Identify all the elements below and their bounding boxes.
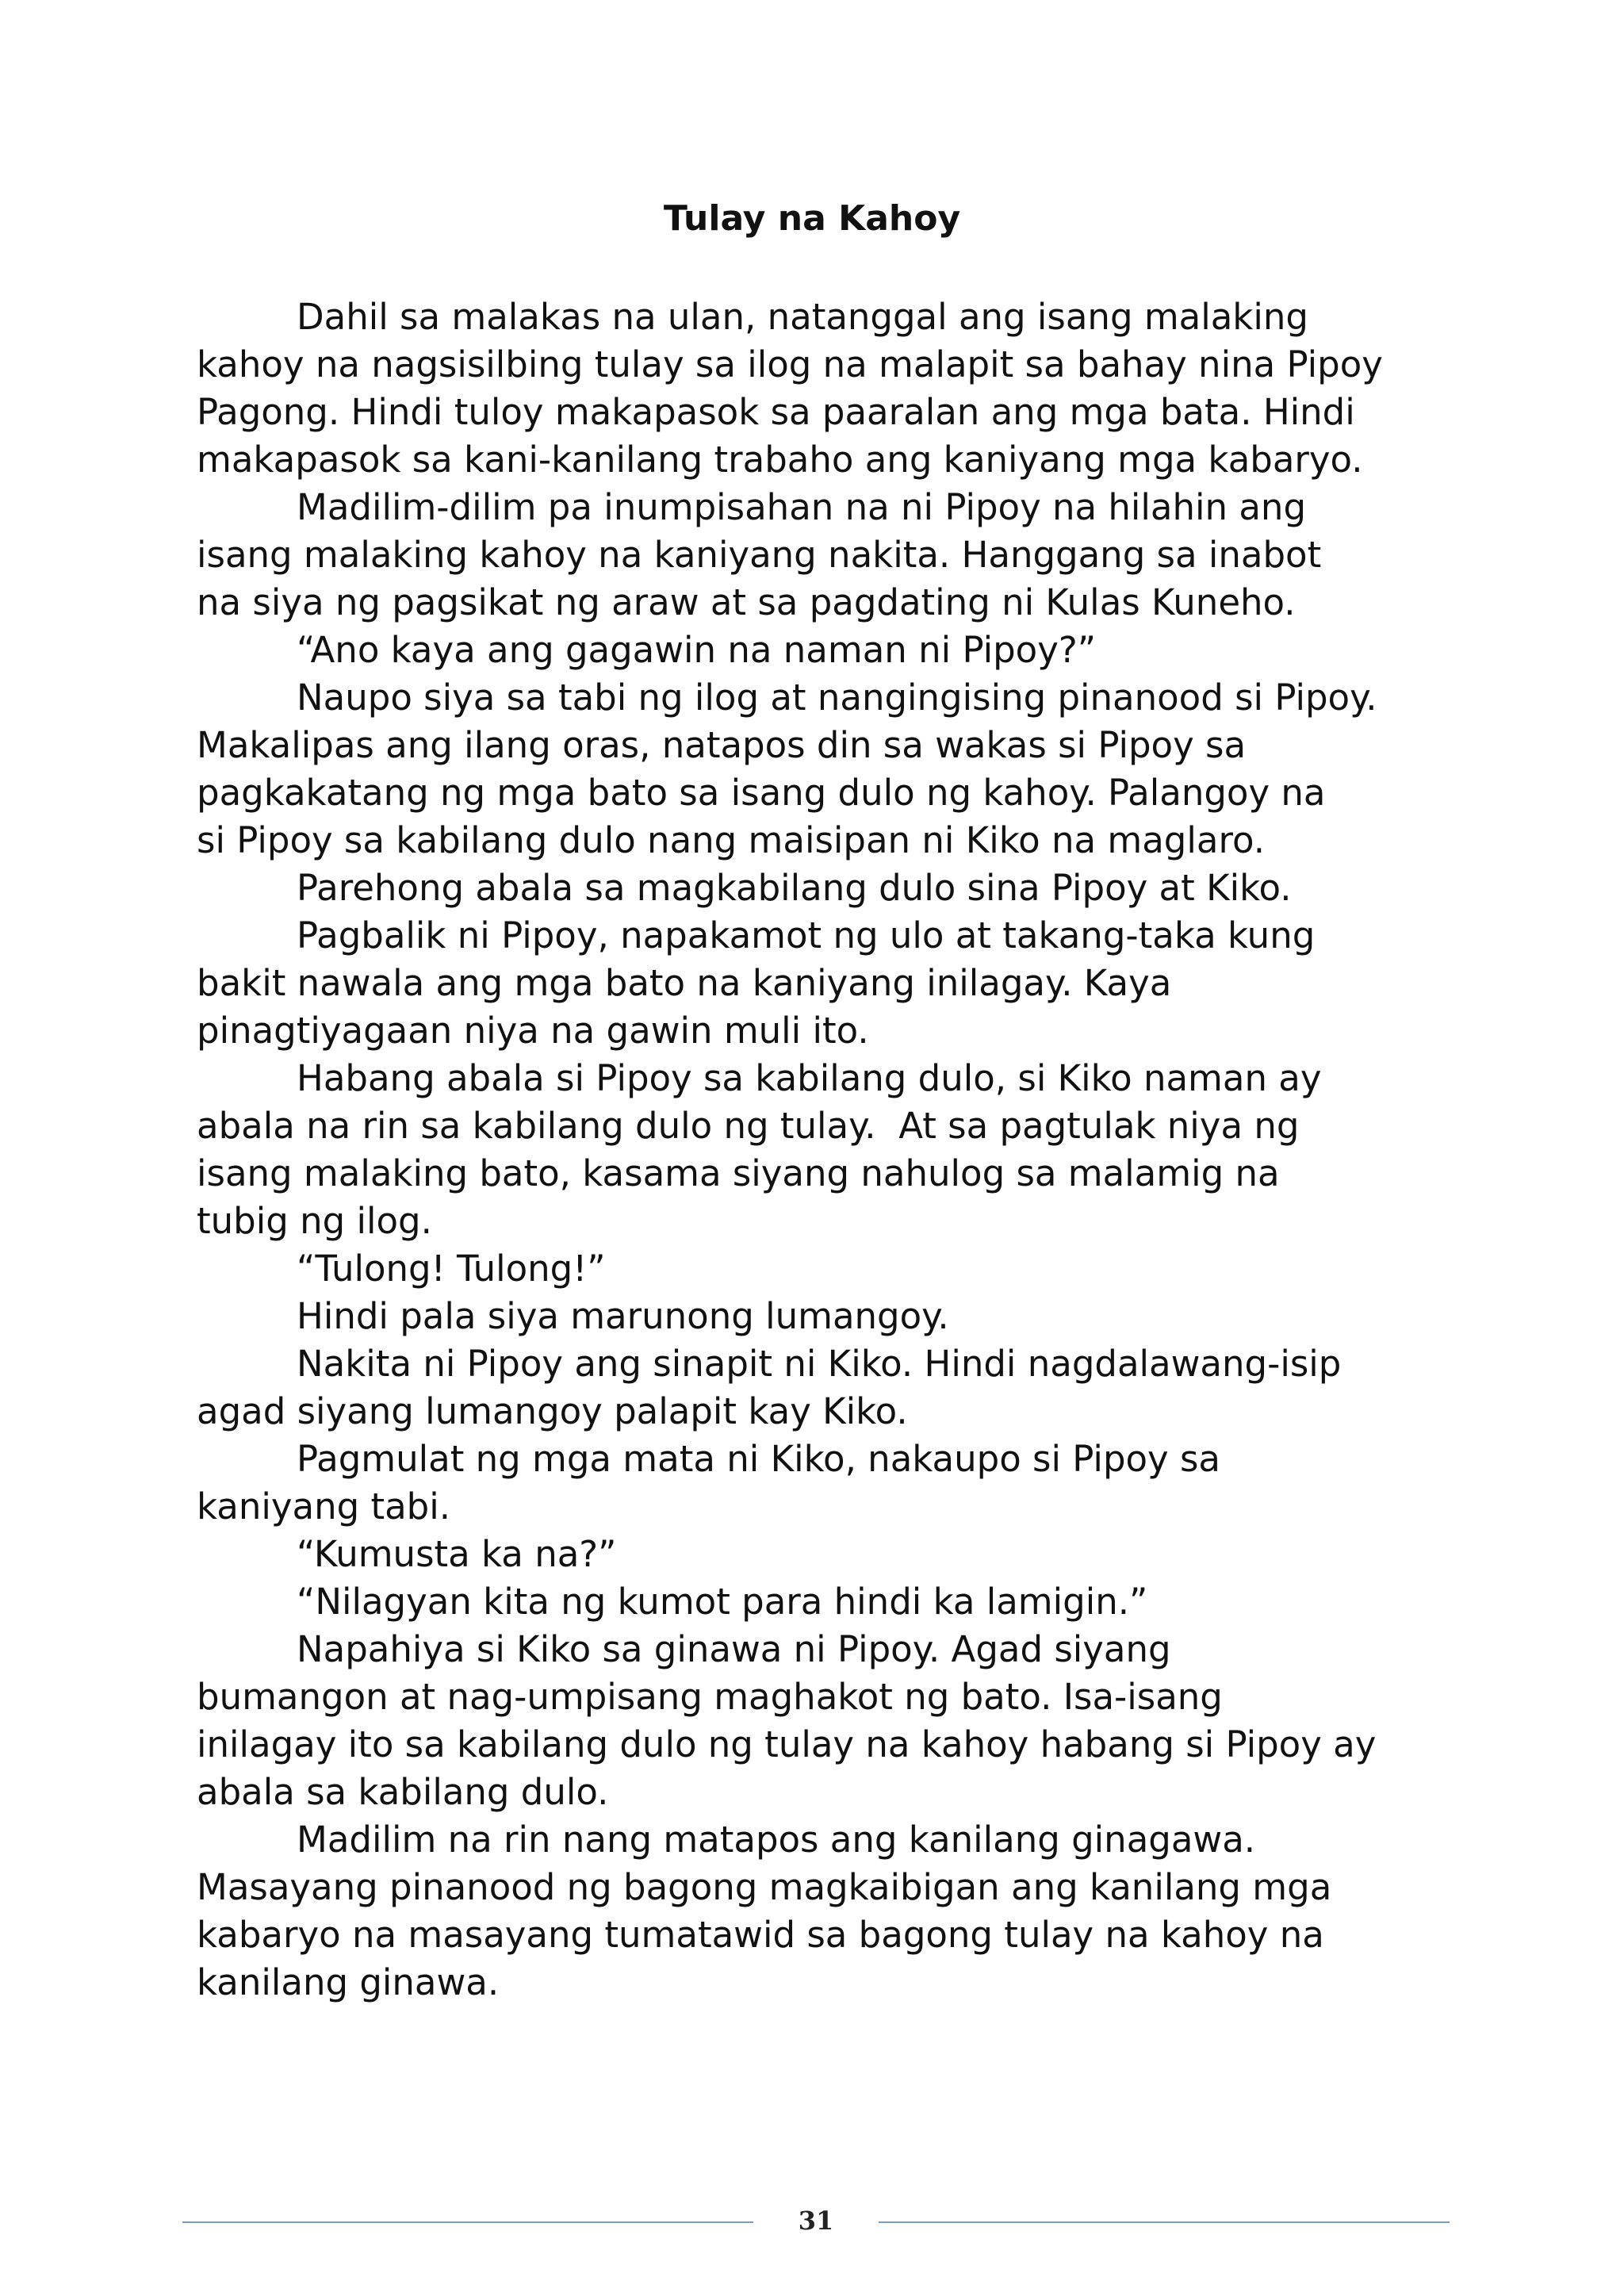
text-line: pinagtiyagaan niya na gawin muli ito.: [197, 1010, 869, 1052]
text-line: agad siyang lumangoy palapit kay Kiko.: [197, 1390, 908, 1432]
text-line: Makalipas ang ilang oras, natapos din sa wakas si Pipoy sa: [197, 724, 1247, 766]
text-line: tubig ng ilog.: [197, 1200, 432, 1242]
text-line: Pagbalik ni Pipoy, napakamot ng ulo at takang-taka kung: [297, 914, 1316, 956]
text-line: “Kumusta ka na?”: [297, 1533, 617, 1575]
text-line: Masayang pinanood ng bagong magkaibigan ang kanilang mga: [197, 1866, 1332, 1908]
text-line: Napahiya si Kiko sa ginawa ni Pipoy. Agad siyang: [297, 1628, 1171, 1670]
text-line: abala na rin sa kabilang dulo ng tulay. At sa pagtulak niya ng: [197, 1105, 1300, 1147]
text-line: bumangon at nag-umpisang maghakot ng bato. Isa-isang: [197, 1676, 1223, 1718]
text-line: Pagong. Hindi tuloy makapasok sa paaralan ang mga bata. Hindi: [197, 391, 1355, 433]
text-line: “Tulong! Tulong!”: [297, 1248, 606, 1290]
text-line: “Nilagyan kita ng kumot para hindi ka lamigin.”: [297, 1581, 1148, 1623]
text-line: isang malaking kahoy na kaniyang nakita. Hanggang sa inabot: [197, 534, 1322, 576]
text-line: kaniyang tabi.: [197, 1485, 451, 1527]
text-line: Madilim na rin nang matapos ang kanilang ginagawa.: [297, 1819, 1256, 1861]
text-line: Naupo siya sa tabi ng ilog at nangingising pinanood si Pipoy.: [297, 677, 1377, 719]
text-line: Madilim-dilim pa inumpisahan na ni Pipoy na hilahin ang: [297, 486, 1307, 528]
text-line: makapasok sa kani-kanilang trabaho ang kaniyang mga kabaryo.: [197, 439, 1363, 481]
text-line: Hindi pala siya marunong lumangoy.: [297, 1295, 949, 1337]
text-line: kanilang ginawa.: [197, 1961, 500, 2003]
page-title: Tulay na Kahoy: [663, 198, 961, 239]
text-line: Parehong abala sa magkabilang dulo sina Pipoy at Kiko.: [297, 867, 1292, 909]
text-line: bakit nawala ang mga bato na kaniyang inilagay. Kaya: [197, 962, 1172, 1004]
text-line: Habang abala si Pipoy sa kabilang dulo, si Kiko naman ay: [297, 1057, 1322, 1099]
text-line: na siya ng pagsikat ng araw at sa pagdating ni Kulas Kuneho.: [197, 581, 1296, 623]
text-line: “Ano kaya ang gagawin na naman ni Pipoy?”: [297, 629, 1097, 671]
text-line: Nakita ni Pipoy ang sinapit ni Kiko. Hindi nagdalawang-isip: [297, 1343, 1342, 1385]
page-number: 31: [798, 2206, 834, 2236]
footer-rule-left: [182, 2221, 753, 2223]
footer-rule-right: [879, 2221, 1450, 2223]
text-line: inilagay ito sa kabilang dulo ng tulay na kahoy habang si Pipoy ay: [197, 1723, 1377, 1765]
text-line: Pagmulat ng mga mata ni Kiko, nakaupo si Pipoy sa: [297, 1438, 1220, 1480]
text-line: pagkakatang ng mga bato sa isang dulo ng kahoy. Palangoy na: [197, 772, 1326, 814]
page-footer: [0, 2205, 1624, 2237]
text-line: si Pipoy sa kabilang dulo nang maisipan ni Kiko na maglaro.: [197, 819, 1266, 861]
text-line: kahoy na nagsisilbing tulay sa ilog na malapit sa bahay nina Pipoy: [197, 343, 1383, 385]
text-line: abala sa kabilang dulo.: [197, 1771, 609, 1813]
text-line: isang malaking bato, kasama siyang nahulog sa malamig na: [197, 1152, 1280, 1194]
story-body: [197, 293, 1450, 2007]
text-line: kabaryo na masayang tumatawid sa bagong tulay na kahoy na: [197, 1914, 1324, 1956]
text-line: Dahil sa malakas na ulan, natanggal ang isang malaking: [297, 296, 1308, 338]
